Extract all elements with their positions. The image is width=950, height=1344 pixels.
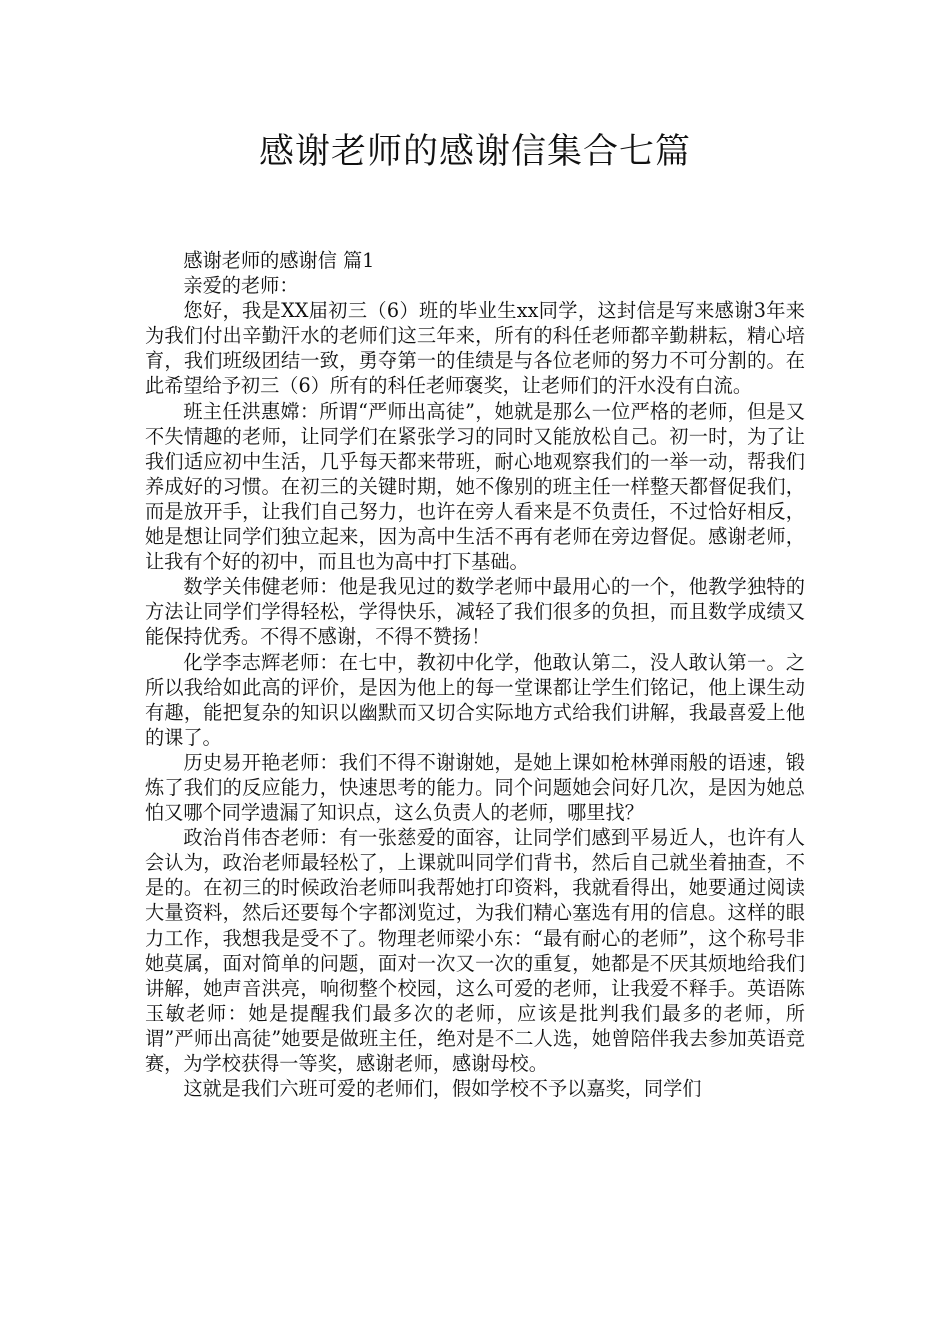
body-paragraph: 政治肖伟杏老师：有一张慈爱的面容，让同学们感到平易近人，也许有人会认为，政治老师最轻松了，上课就叫同学们背书，然后自己就坐着抽查，不是的。在初三的时候政治老师叫我帮她打印资料，我就看得出，她要通过阅读大量资料，然后还要每个字都浏览过，为我们精心塞选有用的信息。这样的眼力工作，我想我是受不了。物理老师梁小东：“最有耐心的老师”，这个称号非她莫属，面对简单的问题，面对一次又一次的重复，她都是不厌其烦地给我们讲解，她声音洪亮，响彻整个校园，这么可爱的老师，让我爱不释手。英语陈玉敏老师：她是提醒我们最多次的老师，应该是批判我们最多的老师，所谓”严师出高徒”她要是做班主任，绝对是不二人选，她曾陪伴我去参加英语竞赛，为学校获得一等奖，感谢老师，感谢母校。 xyxy=(145,826,805,1075)
body-paragraph: 班主任洪惠嫦：所谓“严师出高徒”，她就是那么一位严格的老师，但是又不失情趣的老师，让同学们在紧张学习的同时又能放松自己。初一时，为了让我们适应初中生活，几乎每天都来带班，耐心地观察我们的一举一动，帮我们养成好的习惯。在初三的关键时期，她不像别的班主任一样整天都督促我们，而是放开手，让我们自己努力，也许在旁人看来是不负责任，不过恰好相反，她是想让同学们独立起来，因为高中生活不再有老师在旁边督促。感谢老师，让我有个好的初中，而且也为高中打下基础。 xyxy=(145,399,805,574)
section-heading: 感谢老师的感谢信 篇1 xyxy=(183,249,375,272)
body-paragraph: 历史易开艳老师：我们不得不谢谢她，是她上课如枪林弹雨般的语速，锻炼了我们的反应能力，快速思考的能力。同个问题她会问好几次，是因为她总怕又哪个同学遗漏了知识点，这么负责人的老师，哪里找？ xyxy=(145,750,805,825)
body-paragraph: 这就是我们六班可爱的老师们，假如学校不予以嘉奖，同学们 xyxy=(183,1077,702,1101)
body-paragraph: 您好，我是XX届初三（6）班的毕业生xx同学，这封信是写来感谢3年来为我们付出辛勤汗水的老师们这三年来，所有的科任老师都辛勤耕耘，精心培育，我们班级团结一致，勇夺第一的佳绩是与各位老师的努力不可分割的。在此希望给予初三（6）所有的科任老师褒奖，让老师们的汗水没有白流。 xyxy=(145,299,805,398)
document-body xyxy=(145,248,805,1101)
body-paragraph: 化学李志辉老师：在七中，教初中化学，他敢认第二，没人敢认第一。之所以我给如此高的评价，是因为他上的每一堂课都让学生们铭记，他上课生动有趣，能把复杂的知识以幽默而又切合实际地方式给我们讲解，我最喜爱上他的课了。 xyxy=(145,650,805,749)
document-title: 感谢老师的感谢信集合七篇 xyxy=(258,132,691,172)
body-paragraph: 数学关伟健老师：他是我见过的数学老师中最用心的一个，他教学独特的方法让同学们学得轻松，学得快乐，减轻了我们很多的负担，而且数学成绩又能保持优秀。不得不感谢，不得不赞扬！ xyxy=(145,575,805,649)
salutation: 亲爱的老师： xyxy=(183,274,299,298)
